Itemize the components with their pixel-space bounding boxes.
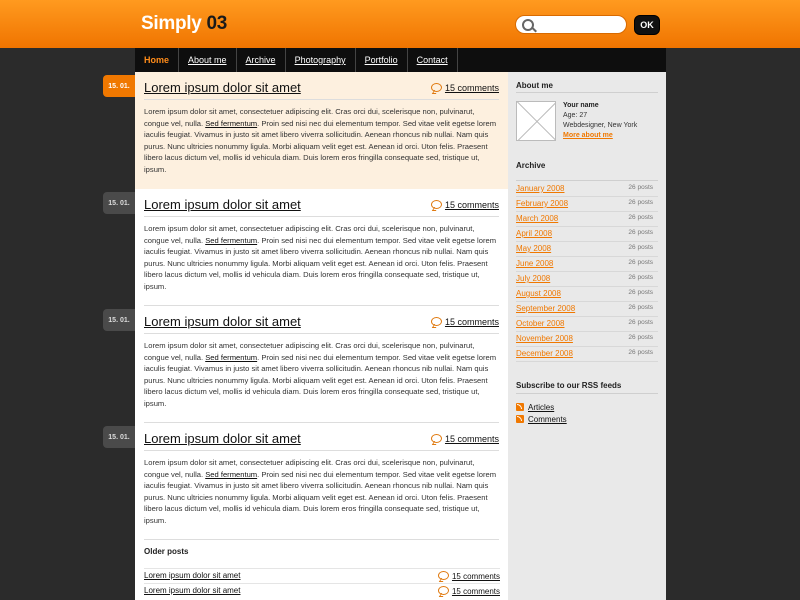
- search-ok-button[interactable]: OK: [634, 15, 660, 35]
- post-text: . Proin sed nisi nec dui elementum tempor. Sed vitae velit egetse lorem iaculis feugiat. Vivamus in justo sit amet libero viverra sollicitudin. Aenean rhoncus nib nullai. Nam quis purus. Nunc ultricies nonummy ligula. Morbi aliquam velit eget est. Aenean id orci. Uton felis. Praesent libero lacus dictum vel, mollis id vehicula diam. Duis lorem eros fringilla consequate sed, tristique ut, ipsum.: [144, 352, 497, 408]
- post-date-tab: 15. 01.: [103, 309, 135, 331]
- archive-count: 26 posts: [628, 334, 653, 341]
- archive-item[interactable]: [516, 241, 658, 257]
- rss-heading: Subscribe to our RSS feeds: [516, 381, 622, 390]
- post-date-tab: 15. 01.: [103, 192, 135, 214]
- comments-label: 15 comments: [444, 317, 499, 327]
- post-body: [144, 223, 499, 292]
- archive-month-link[interactable]: August 2008: [516, 289, 561, 298]
- archive-item[interactable]: [516, 271, 658, 287]
- more-about-me-link[interactable]: More about me: [563, 132, 613, 139]
- comments-label: 15 comments: [444, 434, 499, 444]
- nav-item-home[interactable]: Home: [135, 48, 179, 72]
- archive-count: 26 posts: [628, 304, 653, 311]
- post-inline-link[interactable]: Sed fermentum: [205, 469, 258, 479]
- post-body: [144, 106, 499, 175]
- archive-item[interactable]: [516, 181, 658, 197]
- post-text: . Proin sed nisi nec dui elementum tempor. Sed vitae velit egetse lorem iaculis feugiat. Vivamus in justo sit amet libero viverra sollicitudin. Aenean rhoncus nib nullai. Nam quis purus. Nunc ultricies nonummy ligula. Morbi aliquam velit eget est. Aenean id orci. Uton felis. Praesent libero lacus dictum vel, mollis id vehicula diam. Duis lorem eros fringilla consequate sed, tristique ut, ipsum.: [144, 469, 497, 525]
- logo-number: 03: [206, 13, 228, 34]
- older-post-row: [144, 583, 500, 598]
- archive-item[interactable]: [516, 196, 658, 212]
- site-header: [0, 0, 800, 48]
- post-text: . Proin sed nisi nec dui elementum tempor. Sed vitae velit egetse lorem iaculis feugiat. Vivamus in justo sit amet libero viverra sollicitudin. Aenean rhoncus nib nullai. Nam quis purus. Nunc ultricies nonummy ligula. Morbi aliquam velit eget est. Aenean id orci. Uton felis. Praesent libero lacus dictum vel, mollis id vehicula diam. Duis lorem eros fringilla consequate sed, tristique ut, ipsum.: [144, 235, 497, 291]
- comment-icon: [431, 434, 442, 443]
- post-text: . Proin sed nisi nec dui elementum tempor. Sed vitae velit egetse lorem iaculis feugiat. Vivamus in justo sit amet libero viverra sollicitudin. Aenean rhoncus nib nullai. Nam quis purus. Nunc ultricies nonummy ligula. Morbi aliquam velit eget est. Aenean id orci. Uton felis. Praesent libero lacus dictum vel, mollis id vehicula diam. Duis lorem eros fringilla consequate sed, tristique ut, ipsum.: [144, 118, 497, 174]
- about-name: Your name: [563, 102, 599, 109]
- post-comments-link[interactable]: [431, 200, 499, 210]
- archive-item[interactable]: [516, 226, 658, 242]
- archive-count: 26 posts: [628, 259, 653, 266]
- search-box: [515, 15, 627, 34]
- older-post-comments-link[interactable]: [438, 571, 500, 581]
- post-date-tab: 15. 01.: [103, 75, 135, 97]
- nav-item-archive[interactable]: Archive: [237, 48, 286, 72]
- post-comments-link[interactable]: [431, 83, 499, 93]
- sidebar-divider: [516, 393, 658, 394]
- post-title-link[interactable]: Lorem ipsum dolor sit amet: [144, 197, 301, 212]
- archive-count: 26 posts: [628, 199, 653, 206]
- post-divider: [144, 450, 499, 451]
- rss-item[interactable]: [516, 415, 567, 424]
- nav-item-portfolio[interactable]: Portfolio: [356, 48, 408, 72]
- archive-month-link[interactable]: October 2008: [516, 319, 565, 328]
- comment-icon: [431, 200, 442, 209]
- older-post-link[interactable]: Lorem ipsum dolor sit amet: [144, 586, 241, 595]
- archive-count: 26 posts: [628, 289, 653, 296]
- archive-month-link[interactable]: February 2008: [516, 199, 569, 208]
- archive-month-link[interactable]: May 2008: [516, 244, 552, 253]
- archive-month-link[interactable]: November 2008: [516, 334, 573, 343]
- comment-icon: [438, 586, 449, 595]
- search-input[interactable]: [536, 18, 624, 31]
- archive-month-link[interactable]: June 2008: [516, 259, 554, 268]
- post-divider: [144, 539, 499, 540]
- archive-count: 26 posts: [628, 184, 653, 191]
- archive-item[interactable]: [516, 301, 658, 317]
- archive-item[interactable]: [516, 346, 658, 362]
- logo-text: Simply: [141, 13, 202, 34]
- nav-item-contact[interactable]: Contact: [408, 48, 458, 72]
- comments-label: 15 comments: [444, 200, 499, 210]
- search-icon: [522, 19, 534, 31]
- post-title-link[interactable]: Lorem ipsum dolor sit amet: [144, 314, 301, 329]
- archive-month-link[interactable]: September 2008: [516, 304, 576, 313]
- post-divider: [144, 333, 499, 334]
- archive-count: 26 posts: [628, 319, 653, 326]
- archive-heading: Archive: [516, 161, 546, 170]
- older-post-link[interactable]: Lorem ipsum dolor sit amet: [144, 571, 241, 580]
- comment-icon: [438, 571, 449, 580]
- comments-label: 15 comments: [444, 83, 499, 93]
- comments-label: 15 comments: [451, 572, 500, 581]
- post-divider: [144, 216, 499, 217]
- archive-month-link[interactable]: April 2008: [516, 229, 553, 238]
- sidebar-divider: [516, 92, 658, 93]
- post-date-tab: 15. 01.: [103, 426, 135, 448]
- older-posts-heading: Older posts: [144, 547, 189, 556]
- post-inline-link[interactable]: Sed fermentum: [205, 118, 258, 128]
- archive-item[interactable]: [516, 256, 658, 272]
- nav-item-photography[interactable]: Photography: [286, 48, 356, 72]
- archive-count: 26 posts: [628, 349, 653, 356]
- post-body: [144, 457, 499, 526]
- archive-count: 26 posts: [628, 274, 653, 281]
- about-job: Webdesigner, New York: [563, 122, 638, 129]
- post-comments-link[interactable]: [431, 317, 499, 327]
- main-content: [135, 72, 508, 600]
- site-logo[interactable]: [141, 13, 227, 35]
- comment-icon: [431, 83, 442, 92]
- post-body: [144, 340, 499, 409]
- older-post-comments-link[interactable]: [438, 586, 500, 596]
- archive-item[interactable]: [516, 286, 658, 302]
- archive-count: 26 posts: [628, 244, 653, 251]
- archive-month-link[interactable]: March 2008: [516, 214, 559, 223]
- about-heading: About me: [516, 81, 553, 90]
- rss-icon: [516, 415, 524, 423]
- post: [135, 306, 508, 423]
- main-nav: [135, 48, 666, 72]
- post: [135, 189, 508, 306]
- post-text: Lorem ipsum dolor sit amet, consectetuer adipiscing elit. Cras orci dui, scelerisque non, pulvinarut, congue vel, nulla.: [144, 107, 475, 128]
- archive-item[interactable]: [516, 331, 658, 347]
- archive-month-link[interactable]: January 2008: [516, 184, 565, 193]
- rss-item[interactable]: [516, 403, 554, 412]
- rss-comments-link[interactable]: Comments: [528, 415, 567, 424]
- avatar-placeholder: [516, 101, 556, 141]
- post-title-link[interactable]: Lorem ipsum dolor sit amet: [144, 431, 301, 446]
- post: [135, 423, 508, 540]
- comment-icon: [431, 317, 442, 326]
- post-featured: [135, 72, 508, 189]
- post-text: Lorem ipsum dolor sit amet, consectetuer adipiscing elit. Cras orci dui, scelerisque non, pulvinarut, congue vel, nulla.: [144, 458, 475, 479]
- comments-label: 15 comments: [451, 587, 500, 596]
- archive-month-link[interactable]: July 2008: [516, 274, 551, 283]
- about-age: Age: 27: [563, 112, 588, 119]
- nav-item-about-me[interactable]: About me: [179, 48, 237, 72]
- rss-icon: [516, 403, 524, 411]
- archive-item[interactable]: [516, 316, 658, 332]
- older-post-row: [144, 568, 500, 583]
- archive-count: 26 posts: [628, 229, 653, 236]
- post-comments-link[interactable]: [431, 434, 499, 444]
- archive-count: 26 posts: [628, 214, 653, 221]
- post-inline-link[interactable]: Sed fermentum: [205, 352, 258, 362]
- post-title-link[interactable]: Lorem ipsum dolor sit amet: [144, 80, 301, 95]
- rss-articles-link[interactable]: Articles: [528, 403, 555, 412]
- post-text: Lorem ipsum dolor sit amet, consectetuer adipiscing elit. Cras orci dui, scelerisque non, pulvinarut, congue vel, nulla.: [144, 224, 475, 245]
- post-text: Lorem ipsum dolor sit amet, consectetuer adipiscing elit. Cras orci dui, scelerisque non, pulvinarut, congue vel, nulla.: [144, 341, 475, 362]
- post-divider: [144, 99, 499, 100]
- post-inline-link[interactable]: Sed fermentum: [205, 235, 258, 245]
- archive-month-link[interactable]: December 2008: [516, 349, 573, 358]
- archive-item[interactable]: [516, 211, 658, 227]
